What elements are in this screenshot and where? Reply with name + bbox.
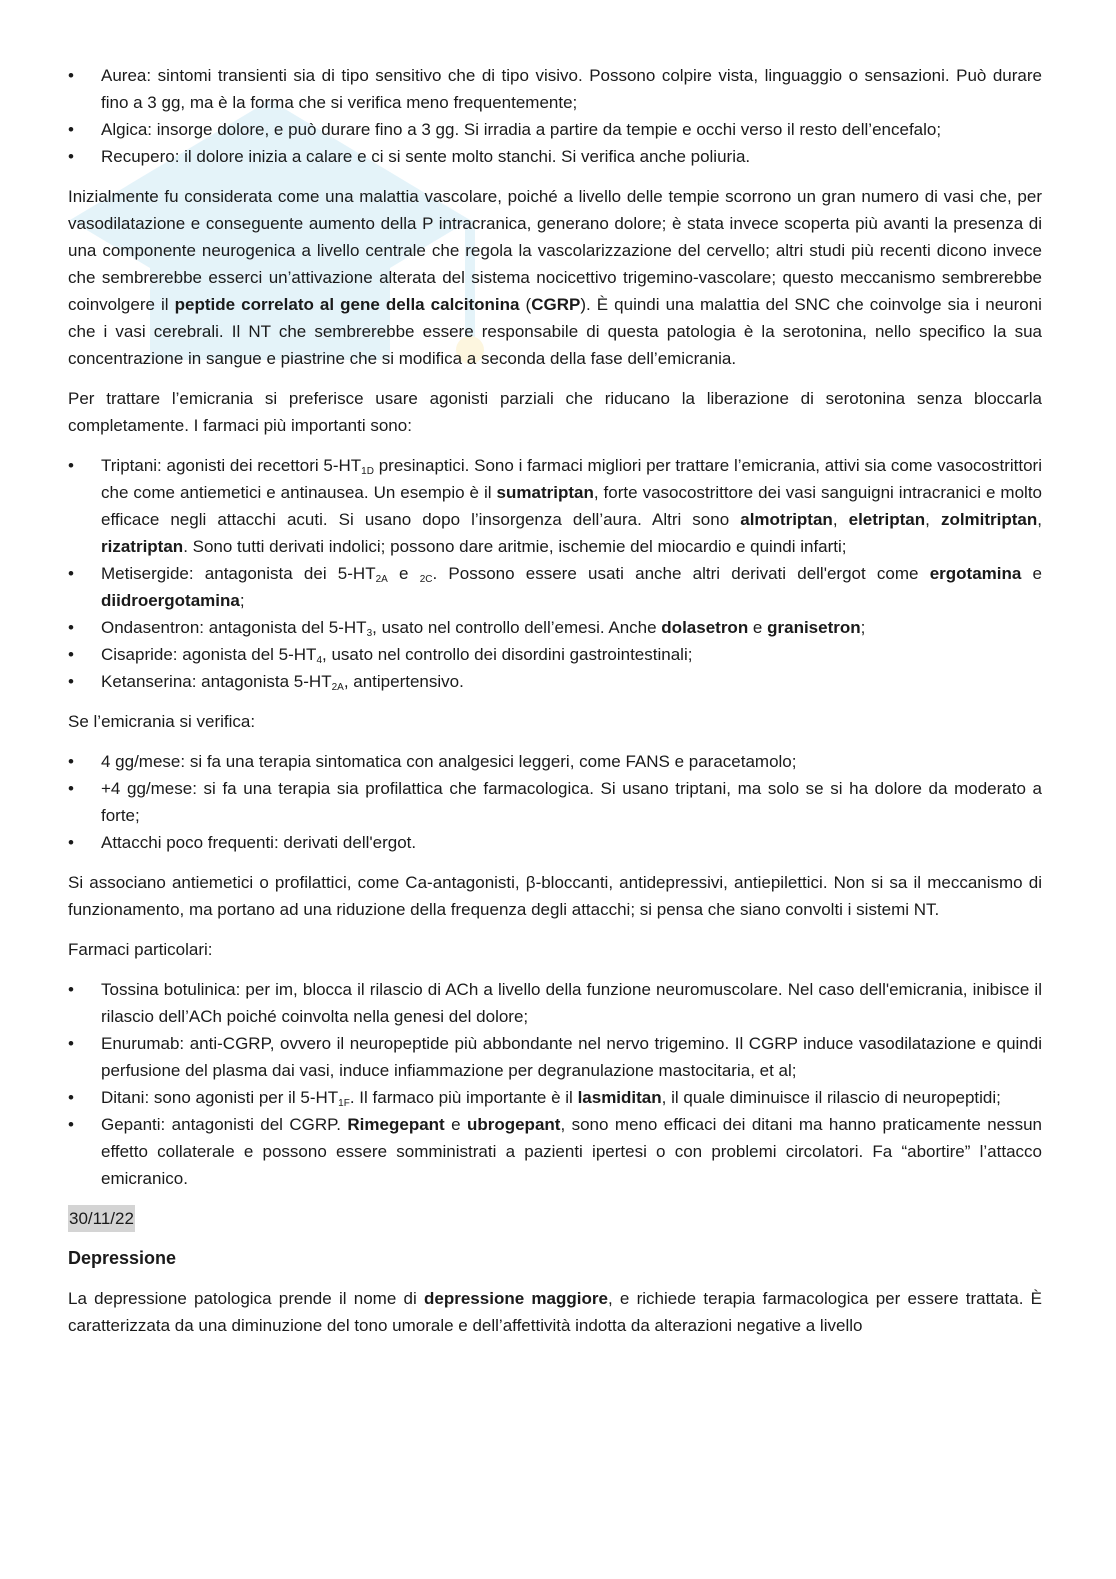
paragraph: Se l’emicrania si verifica: [68, 712, 256, 731]
list-item: • Algica: insorge dolore, e può durare fino a 3 gg. Si irradia a partire da tempie e occhi verso il resto dell’encefalo; [68, 116, 1042, 143]
migraine-phases-list [68, 62, 1042, 170]
paragraph: La depressione patologica prende il nome di depressione maggiore, e richiede terapia farmacologica per essere trattata. È caratterizzata da una diminuzione del tono umorale e dell’affettività indotta da alterazioni negative a livello [68, 1289, 1043, 1335]
list-item: • Cisapride: agonista del $5-HT_4$, usato nel controllo dei disordini gastrointestinali; [68, 641, 1042, 668]
frequency-list [68, 748, 1042, 856]
special-drugs-list [68, 976, 1042, 1192]
document-page [68, 62, 1042, 1352]
paragraph: Inizialmente fu considerata come una malattia vascolare, poiché a livello delle tempie scorrono un gran numero di vasi che, per vasodilatazione e conseguente aumento della P intracranica, generano dolore; è stata invece scoperta più avanti la presenza di una componente neurogenica a livello centrale che regola la vascolarizzazione del cervello; altri studi più recenti dicono invece che sembrerebbe esserci un’attivazione alterata del sistema nocicettivo trigemino-vascolare; questo meccanismo sembrerebbe coinvolgere il peptide correlato al gene della calcitonina (CGRP). È quindi una malattia del SNC che coinvolge sia i neuroni che i vasi cerebrali. Il NT che sembrerebbe essere responsabile di questa patologia è la serotonina, nello specifico la sua concentrazione in sangue e piastrine che si modifica a seconda della fase dell’emicrania. [68, 187, 1042, 368]
list-item: • Triptani: agonisti dei recettori $5-HT_{1D}$ presinaptici. Sono i farmaci migliori per trattare l’emicrania, attivi sia come vasocostrittori che come antiemetici e antinausea. Un esempio è il sumatriptan, forte vasocostrittore dei vasi sanguigni intracranici e molto efficace negli attacchi acuti. Si usano dopo l’insorgenza dell’aura. Altri sono almotriptan, eletriptan, zolmitriptan, rizatriptan. Sono tutti derivati indolici; possono dare aritmie, ischemie del miocardio e quindi infarti; [68, 452, 1042, 560]
list-item: • Aurea: sintomi transienti sia di tipo sensitivo che di tipo visivo. Possono colpire vista, linguaggio o sensazioni. Può durare fino a 3 gg, ma è la forma che si verifica meno frequentemente; [68, 62, 1042, 116]
date-line [68, 1205, 1042, 1232]
paragraph: Si associano antiemetici o profilattici, come Ca-antagonisti, β-bloccanti, antidepressivi, antiepilettici. Non si sa il meccanismo di funzionamento, ma portano ad una riduzione della frequenza degli attacchi; si pensa che siano convolti i sistemi NT. [68, 873, 1042, 919]
list-item: • Tossina botulinica: per im, blocca il rilascio di ACh a livello della funzione neuromuscolare. Nel caso dell'emicrania, inibisce il rilascio dell’ACh poiché coinvolta nella genesi del dolore; [68, 976, 1042, 1030]
list-item: • Metisergide: antagonista dei $5-HT_{2A}$ e $_{2C}$. Possono essere usati anche altri derivati dell'ergot come ergotamina e diidroergotamina; [68, 560, 1042, 614]
section-heading: Depressione [68, 1248, 177, 1268]
list-item: • Ditani: sono agonisti per il $5-HT_{1F}$. Il farmaco più importante è il lasmiditan, il quale diminuisce il rilascio di neuropeptidi; [68, 1084, 1042, 1111]
drugs-list [68, 452, 1042, 695]
date-highlight: 30/11/22 [68, 1205, 135, 1232]
list-item: • Recupero: il dolore inizia a calare e ci si sente molto stanchi. Si verifica anche poliuria. [68, 143, 1042, 170]
list-item: • Gepanti: antagonisti del CGRP. Rimegepant e ubrogepant, sono meno efficaci dei ditani ma hanno praticamente nessun effetto collaterale e possono essere somministrati a pazienti ipertesi o con problemi circolatori. Fa “abortire” l’attacco emicranico. [68, 1111, 1042, 1192]
list-item: • Enurumab: anti-CGRP, ovvero il neuropeptide più abbondante nel nervo trigemino. Il CGRP induce vasodilatazione e quindi perfusione del plasma dai vasi, induce infiammazione per degranulazione mastocitaria, et al; [68, 1030, 1042, 1084]
list-item: • Ketanserina: antagonista $5-HT_{2A}$, antipertensivo. [68, 668, 1042, 695]
paragraph: Farmaci particolari: [68, 940, 213, 959]
list-item: • Ondasentron: antagonista del $5-HT_3$, usato nel controllo dell’emesi. Anche dolasetron e granisetron; [68, 614, 1042, 641]
list-item: • +4 gg/mese: si fa una terapia sia profilattica che farmacologica. Si usano triptani, ma solo se si ha dolore da moderato a forte; [68, 775, 1042, 829]
list-item: • Attacchi poco frequenti: derivati dell'ergot. [68, 829, 1042, 856]
paragraph: Per trattare l’emicrania si preferisce usare agonisti parziali che riducano la liberazione di serotonina senza bloccarla completamente. I farmaci più importanti sono: [68, 389, 1042, 435]
list-item: • 4 gg/mese: si fa una terapia sintomatica con analgesici leggeri, come FANS e paracetamolo; [68, 748, 1042, 775]
